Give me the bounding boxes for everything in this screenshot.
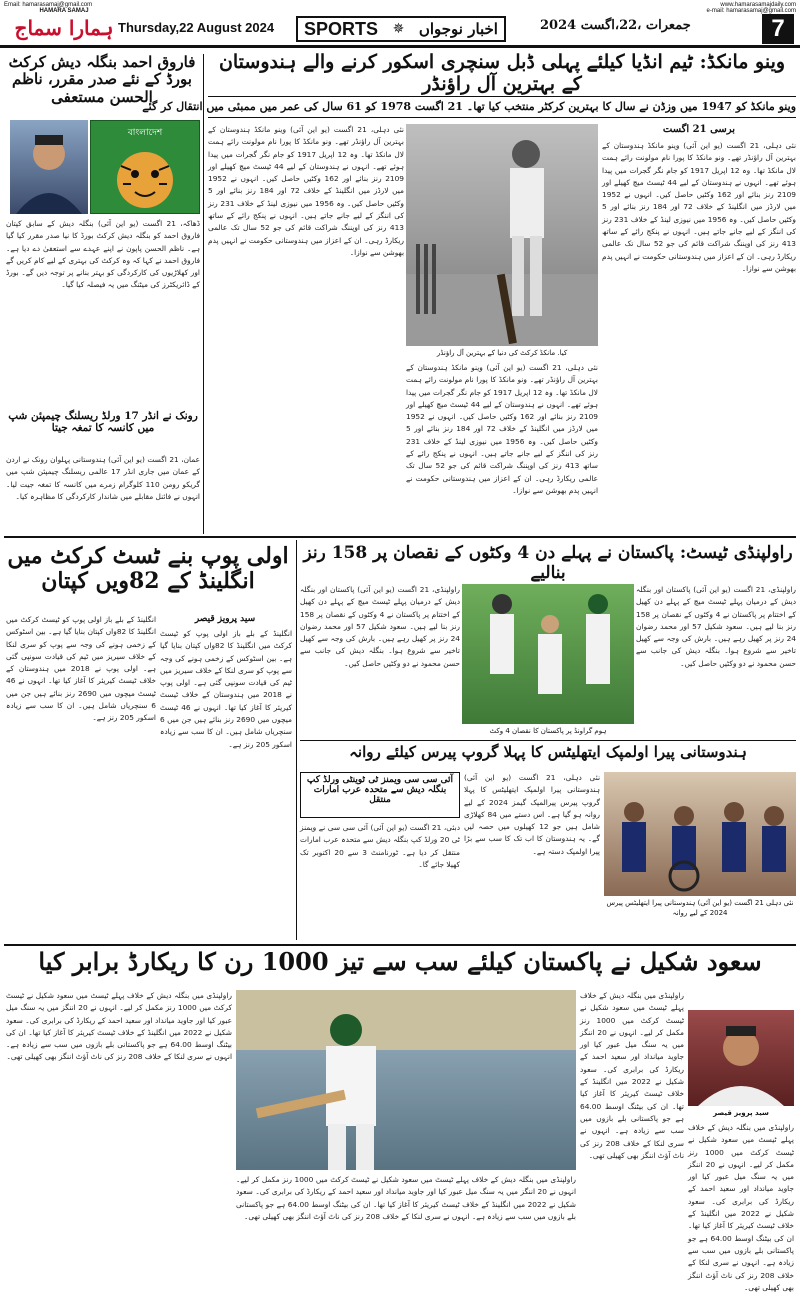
person-portrait-icon <box>688 1010 794 1106</box>
saud-body-bottom: راولپنڈی میں بنگلہ دیش کے خلاف پہلے ٹیسٹ میں سعود شکیل نے ٹیسٹ کرکٹ میں 1000 رنز مکمل کر لیے۔ انہوں نے 20 اننگز میں یہ سنگ میل عبور کیا اور جاوید میانداد اور سعید احمد کے ریکارڈ کی برابری کی۔ سعود شکیل نے 2022 میں انگلینڈ کے خلاف ٹیسٹ کیریئر کا آغاز کیا تھا۔ ان کی بیٹنگ اوسط 64.00 ہے جو پاکستانی بلے بازوں میں سب سے زیادہ ہے۔ انہوں نے سری لنکا کے خلاف 208 رنز کی ناٹ آؤٹ اننگز بھی کھیلی تھی۔ <box>236 1175 577 1221</box>
column-rule-2 <box>296 540 297 940</box>
pope-byline-wrap <box>160 614 290 624</box>
contact-right <box>707 2 796 14</box>
lead-headline-wrap <box>208 51 796 95</box>
paralympic-headline: ہندوستانی پیرا اولمپک ایتھلیٹس کا پہلا گروپ پیرس کیلئے روانہ <box>349 743 747 761</box>
paralympic-body: نئی دہلی، 21 اگست (یو این آئی) ہندوستانی پیرا اولمپک ایتھلیٹس کا پہلا گروپ پیرس پیرالمپک گیمز 2024 کے لیے روانہ ہو گیا ہے۔ اس دستے میں 84 کھلاڑی شامل ہیں جو 12 کھیلوں میں حصہ لیں گے۔ یہ ہندوستان کا اب تک کا سب سے بڑا پیرا اولمپک دستہ ہے۔ <box>464 773 600 856</box>
rawalpindi-caption: ہوم گراونڈ پر پاکستان کا نقصان 4 وکٹ <box>489 727 607 735</box>
section-rule-2 <box>300 740 796 741</box>
section-rule-3 <box>4 944 796 946</box>
bcb-headline: فاروق احمد بنگلہ دیش کرکٹ بورڈ کے نئے صدر مقرر، ناظم الحسن مستعفی <box>8 53 196 106</box>
paralympic-photo <box>604 772 796 896</box>
wrestling-headline: رونک نے انڈر 17 ورلڈ ریسلنگ چیمپئن شپ میں کانسہ کا تمغہ جیتا <box>8 410 198 435</box>
author-caption: سید پرویز قیصر <box>713 1109 769 1117</box>
logo-block <box>4 2 124 46</box>
icc-body: دبئی، 21 اگست (یو این آئی) آئی سی سی نے ویمنز ٹی 20 ورلڈ کپ بنگلہ دیش سے متحدہ عرب امارات منتقل کر دیا ہے۔ ٹورنامنٹ 3 سے 20 اکتوبر تک کھیلا جائے گا۔ <box>300 823 460 869</box>
person-portrait-icon <box>10 120 88 214</box>
batsman-action-photo-icon <box>236 990 576 1170</box>
star-icon: ✵ <box>392 21 405 37</box>
lead-subheadline: وینو مانکڈ کو 1947 میں وزڈن نے سال کا بہترین کرکٹر منتخب کیا تھا۔ 21 اگست 1978 کو 61 سال کی عمر میں ممبئی میں انتقال کر گئے <box>142 100 796 113</box>
lead-subheadline-wrap <box>142 96 796 118</box>
tiger-icon <box>91 140 199 214</box>
saud-photo <box>236 990 576 1170</box>
section-label-en: SPORTS <box>304 18 379 39</box>
saud-body-col3: راولپنڈی میں بنگلہ دیش کے خلاف پہلے ٹیسٹ میں سعود شکیل نے ٹیسٹ کرکٹ میں 1000 رنز مکمل کر لیے۔ انہوں نے 20 اننگز میں یہ سنگ میل عبور کیا اور جاوید میانداد اور سعید احمد کے ریکارڈ کی برابری کی۔ سعود شکیل نے 2022 میں انگلینڈ کے خلاف ٹیسٹ کیریئر کا آغاز کیا تھا۔ ان کی بیٹنگ اوسط 64.00 ہے جو پاکستانی بلے بازوں میں سب سے زیادہ ہے۔ انہوں نے سری لنکا کے خلاف 208 رنز کی ناٹ آؤٹ اننگز بھی کھیلی تھی۔ <box>6 991 232 1062</box>
paralympic-caption: نئی دہلی 21 اگست (یو این آئی) ہندوستانی پیرا ایتھلیٹس پیرس 2024 کے لیے روانہ <box>606 899 794 917</box>
lead-photo-caption: کیا. مانکڈ کرکٹ کی دنیا کے بہترین آل راؤنڈر <box>436 349 568 357</box>
rawalpindi-headline-wrap <box>300 543 796 583</box>
masthead <box>0 0 800 48</box>
lead-kicker-wrap <box>602 124 796 135</box>
section-label-ur: اخبار نوجواں <box>418 20 498 38</box>
icc-box-headline <box>300 772 460 818</box>
email-left: Email: hamarasamaj@gmail.com <box>4 2 93 8</box>
pope-body-col1: انگلینڈ کے بلے باز اولی پوپ کو ٹیسٹ کرکٹ میں انگلینڈ کا 82واں کپتان بنایا گیا ہے۔ بین اسٹوکس کے زخمی ہونے کی وجہ سے پوپ کو سری لنکا کے خلاف سیریز میں ٹیم کی قیادت سونپی گئی ہے۔ اولی پوپ نے 2018 میں ہندوستان کے خلاف ٹیسٹ کیریئر کا آغاز کیا تھا۔ انہوں نے 46 ٹیسٹ میچوں میں 2690 رنز بنائے ہیں جن میں 6 سنچریاں شامل ہیں۔ ان کا سب سے زیادہ اسکور 205 رنز ہے۔ <box>160 629 292 749</box>
rawalpindi-body-col1: راولپنڈی، 21 اگست (یو این آئی) پاکستان اور بنگلہ دیش کے درمیان پہلے ٹیسٹ میچ کے پہلے دن کھیل کے اختتام پر پاکستان نے 4 وکٹوں کے نقصان پر 158 رنز بنا لیے ہیں۔ سعود شکیل 57 اور محمد رضوان 24 رنز پر کھیل رہے ہیں۔ بارش کی وجہ سے کھیل تاخیر سے شروع ہوا۔ بنگلہ دیش کی جانب سے حسن محمود نے دو وکٹیں حاصل کیں۔ <box>636 585 797 668</box>
date-urdu: جمعرات ،22،اگست 2024 <box>540 18 691 33</box>
page-number: 7 <box>762 14 794 44</box>
pope-byline: سید پرویز قیصر <box>194 614 256 624</box>
author-photo <box>688 1010 794 1106</box>
bcb-body: ڈھاکہ، 21 اگست (یو این آئی) بنگلہ دیش کے سابق کپتان فاروق احمد کو بنگلہ دیش کرکٹ بورڈ کا نیا صدر مقرر کیا گیا ہے۔ ناظم الحسن پاپون نے اپنے عہدے سے استعفیٰ دے دیا ہے۔ فاروق احمد نے کہا کہ وہ کرکٹ کی بہتری کے لیے کام کریں گے اور کھلاڑیوں کی کارکردگی کو بہتر بنانے پر توجہ دیں گے۔ بورڈ کے ڈائریکٹرز کی میٹنگ میں یہ فیصلہ کیا گیا۔ <box>6 219 200 290</box>
lead-photo <box>406 124 598 346</box>
lead-body-col3: نئی دہلی، 21 اگست (یو این آئی) وینو مانکڈ ہندوستان کے بہترین آل راؤنڈر تھے۔ ونو مانکڈ کا پورا نام مولونت رائے ہمت لال مانکڈ تھا۔ وہ 12 اپریل 1917 کو جام نگر گجرات میں پیدا ہوئے تھے۔ انہوں نے ہندوستان کے لیے 44 ٹیسٹ میچ کھیلے اور 2109 رنز بنائے اور 162 وکٹیں حاصل کیں۔ انہوں نے 1952 میں لارڈز میں انگلینڈ کے خلاف 72 اور 184 رنز بنائے اور 5 وکٹیں حاصل کیں۔ وہ 1956 میں نیوزی لینڈ کے خلاف 231 رنز کی اننگز کے لیے جانے جاتے ہیں۔ انہوں نے پنکج رائے کے ساتھ 413 رنز کی اوپننگ شراکت قائم کی جو 52 سال تک عالمی ریکارڈ رہی۔ ان کے اعزاز میں ہندوستانی حکومت نے انہیں پدم بھوشن سے نوازا۔ <box>208 125 405 257</box>
icc-headline-1: آئی سی سی ویمنز ٹی ٹوینٹی ورلڈ کپ <box>306 775 454 785</box>
section-banner <box>296 16 506 42</box>
column-rule <box>203 54 204 534</box>
website: www.hamarasamajdaily.com <box>720 2 796 8</box>
paper-logo: ہمارا سماج <box>14 16 114 40</box>
date-english: Thursday,22 August 2024 <box>118 20 275 35</box>
wrestling-headline-wrap <box>6 410 200 450</box>
lead-kicker: برسی 21 اگست <box>662 124 736 135</box>
email-right: e-mail: hamarasamaj@gmail.com <box>706 8 796 14</box>
saud-body-col2: راولپنڈی میں بنگلہ دیش کے خلاف پہلے ٹیسٹ میں سعود شکیل نے ٹیسٹ کرکٹ میں 1000 رنز مکمل کر لیے۔ انہوں نے 20 اننگز میں یہ سنگ میل عبور کیا اور جاوید میانداد اور سعید احمد کے ریکارڈ کی برابری کی۔ سعود شکیل نے 2022 میں انگلینڈ کے خلاف ٹیسٹ کیریئر کا آغاز کیا تھا۔ ان کی بیٹنگ اوسط 64.00 ہے جو پاکستانی بلے بازوں میں سب سے زیادہ ہے۔ انہوں نے سری لنکا کے خلاف 208 رنز کی ناٹ آؤٹ اننگز بھی کھیلی تھی۔ <box>580 991 684 1160</box>
bcb-logo-text: বাংলাদেশ <box>127 128 163 138</box>
rawalpindi-headline: راولپنڈی ٹیسٹ: پاکستان نے پہلے دن 4 وکٹوں کے نقصان پر 158 رنز بنالیے <box>303 543 793 583</box>
icc-headline-2: بنگلہ دیش سے متحدہ عرب امارات منتقل <box>313 785 447 805</box>
paper-name-en: HAMARA SAMAJ <box>39 8 89 14</box>
bcb-president-photo <box>10 120 88 214</box>
lead-headline: وینو مانکڈ: ٹیم انڈیا کیلئے پہلی ڈبل سنچری اسکور کرنے والے ہندوستان کے بہترین آل راؤنڈر <box>218 51 786 95</box>
lead-body-col2: نئی دہلی، 21 اگست (یو این آئی) وینو مانکڈ ہندوستان کے بہترین آل راؤنڈر تھے۔ ونو مانکڈ کا پورا نام مولونت رائے ہمت لال مانکڈ تھا۔ وہ 12 اپریل 1917 کو جام نگر گجرات میں پیدا ہوئے تھے۔ انہوں نے ہندوستان کے لیے 44 ٹیسٹ میچ کھیلے اور 2109 رنز بنائے اور 162 وکٹیں حاصل کیں۔ انہوں نے 1952 میں لارڈز میں انگلینڈ کے خلاف 72 اور 184 رنز بنائے اور 5 وکٹیں حاصل کیں۔ وہ 1956 میں نیوزی لینڈ کے خلاف 231 رنز کی اننگز کے لیے جانے جاتے ہیں۔ انہوں نے پنکج رائے کے ساتھ 413 رنز کی اوپننگ شراکت قائم کی جو 52 سال تک عالمی ریکارڈ رہی۔ ان کے اعزاز میں ہندوستانی حکومت نے انہیں پدم بھوشن سے نوازا۔ <box>406 363 599 495</box>
cricketers-photo-icon <box>462 584 634 724</box>
pope-body-col2: انگلینڈ کے بلے باز اولی پوپ کو ٹیسٹ کرکٹ میں انگلینڈ کا 82واں کپتان بنایا گیا ہے۔ بین اسٹوکس کے زخمی ہونے کی وجہ سے پوپ کو سری لنکا کے خلاف سیریز میں ٹیم کی قیادت سونپی گئی ہے۔ اولی پوپ نے 2018 میں ہندوستان کے خلاف ٹیسٹ کیریئر کا آغاز کیا تھا۔ انہوں نے 46 ٹیسٹ میچوں میں 2690 رنز بنائے ہیں جن میں 6 سنچریاں شامل ہیں۔ ان کا سب سے زیادہ اسکور 205 رنز ہے۔ <box>6 615 157 723</box>
rawalpindi-body-col2: راولپنڈی، 21 اگست (یو این آئی) پاکستان اور بنگلہ دیش کے درمیان پہلے ٹیسٹ میچ کے پہلے دن کھیل کے اختتام پر پاکستان نے 4 وکٹوں کے نقصان پر 158 رنز بنا لیے ہیں۔ سعود شکیل 57 اور محمد رضوان 24 رنز پر کھیل رہے ہیں۔ بارش کی وجہ سے کھیل تاخیر سے شروع ہوا۔ بنگلہ دیش کی جانب سے حسن محمود نے دو وکٹیں حاصل کیں۔ <box>300 585 461 668</box>
bcb-logo <box>90 120 200 214</box>
rawalpindi-photo <box>462 584 634 724</box>
batsman-photo-icon <box>406 124 598 346</box>
saud-body-col1: راولپنڈی میں بنگلہ دیش کے خلاف پہلے ٹیسٹ میں سعود شکیل نے ٹیسٹ کرکٹ میں 1000 رنز مکمل کر لیے۔ انہوں نے 20 اننگز میں یہ سنگ میل عبور کیا اور جاوید میانداد اور سعید احمد کے ریکارڈ کی برابری کی۔ سعود شکیل نے 2022 میں انگلینڈ کے خلاف ٹیسٹ کیریئر کا آغاز کیا تھا۔ ان کی بیٹنگ اوسط 64.00 ہے جو پاکستانی بلے بازوں میں سب سے زیادہ ہے۔ انہوں نے سری لنکا کے خلاف 208 رنز کی ناٹ آؤٹ اننگز بھی کھیلی تھی۔ <box>688 1123 795 1292</box>
saud-headline: سعود شکیل نے پاکستان کیلئے سب سے تیز 1000 رن کا ریکارڈ برابر کیا <box>38 947 762 976</box>
saud-headline-wrap <box>4 948 796 986</box>
wrestling-body: عمان، 21 اگست (یو این آئی) ہندوستانی پہلوان رونک نے اردن کے عمان میں جاری انڈر 17 عالمی ریسلنگ چیمپئن شپ میں گریکو رومن 110 کلوگرام زمرے میں کانسہ کا تمغہ جیت لیا۔ انہوں نے فائنل مقابلے میں شاندار کارکردگی کا مظاہرہ کیا۔ <box>6 455 200 501</box>
athletes-group-photo-icon <box>604 772 796 896</box>
lead-body-col1: نئی دہلی، 21 اگست (یو این آئی) وینو مانکڈ ہندوستان کے بہترین آل راؤنڈر تھے۔ ونو مانکڈ کا پورا نام مولونت رائے ہمت لال مانکڈ تھا۔ وہ 12 اپریل 1917 کو جام نگر گجرات میں پیدا ہوئے تھے۔ انہوں نے ہندوستان کے لیے 44 ٹیسٹ میچ کھیلے اور 2109 رنز بنائے اور 162 وکٹیں حاصل کیں۔ انہوں نے 1952 میں لارڈز میں انگلینڈ کے خلاف 72 اور 184 رنز بنائے اور 5 وکٹیں حاصل کیں۔ وہ 1956 میں نیوزی لینڈ کے خلاف 231 رنز کی اننگز کے لیے جانے جاتے ہیں۔ انہوں نے پنکج رائے کے ساتھ 413 رنز کی اوپننگ شراکت قائم کی جو 52 سال تک عالمی ریکارڈ رہی۔ ان کے اعزاز میں ہندوستانی حکومت نے انہیں پدم بھوشن سے نوازا۔ <box>602 141 797 273</box>
pope-headline-wrap <box>4 544 292 612</box>
paralympic-headline-wrap <box>300 744 796 768</box>
pope-headline: اولی پوپ بنے ٹسٹ کرکٹ میں انگلینڈ کے 82ویں کپتان <box>7 543 289 595</box>
section-rule-1 <box>4 536 796 538</box>
